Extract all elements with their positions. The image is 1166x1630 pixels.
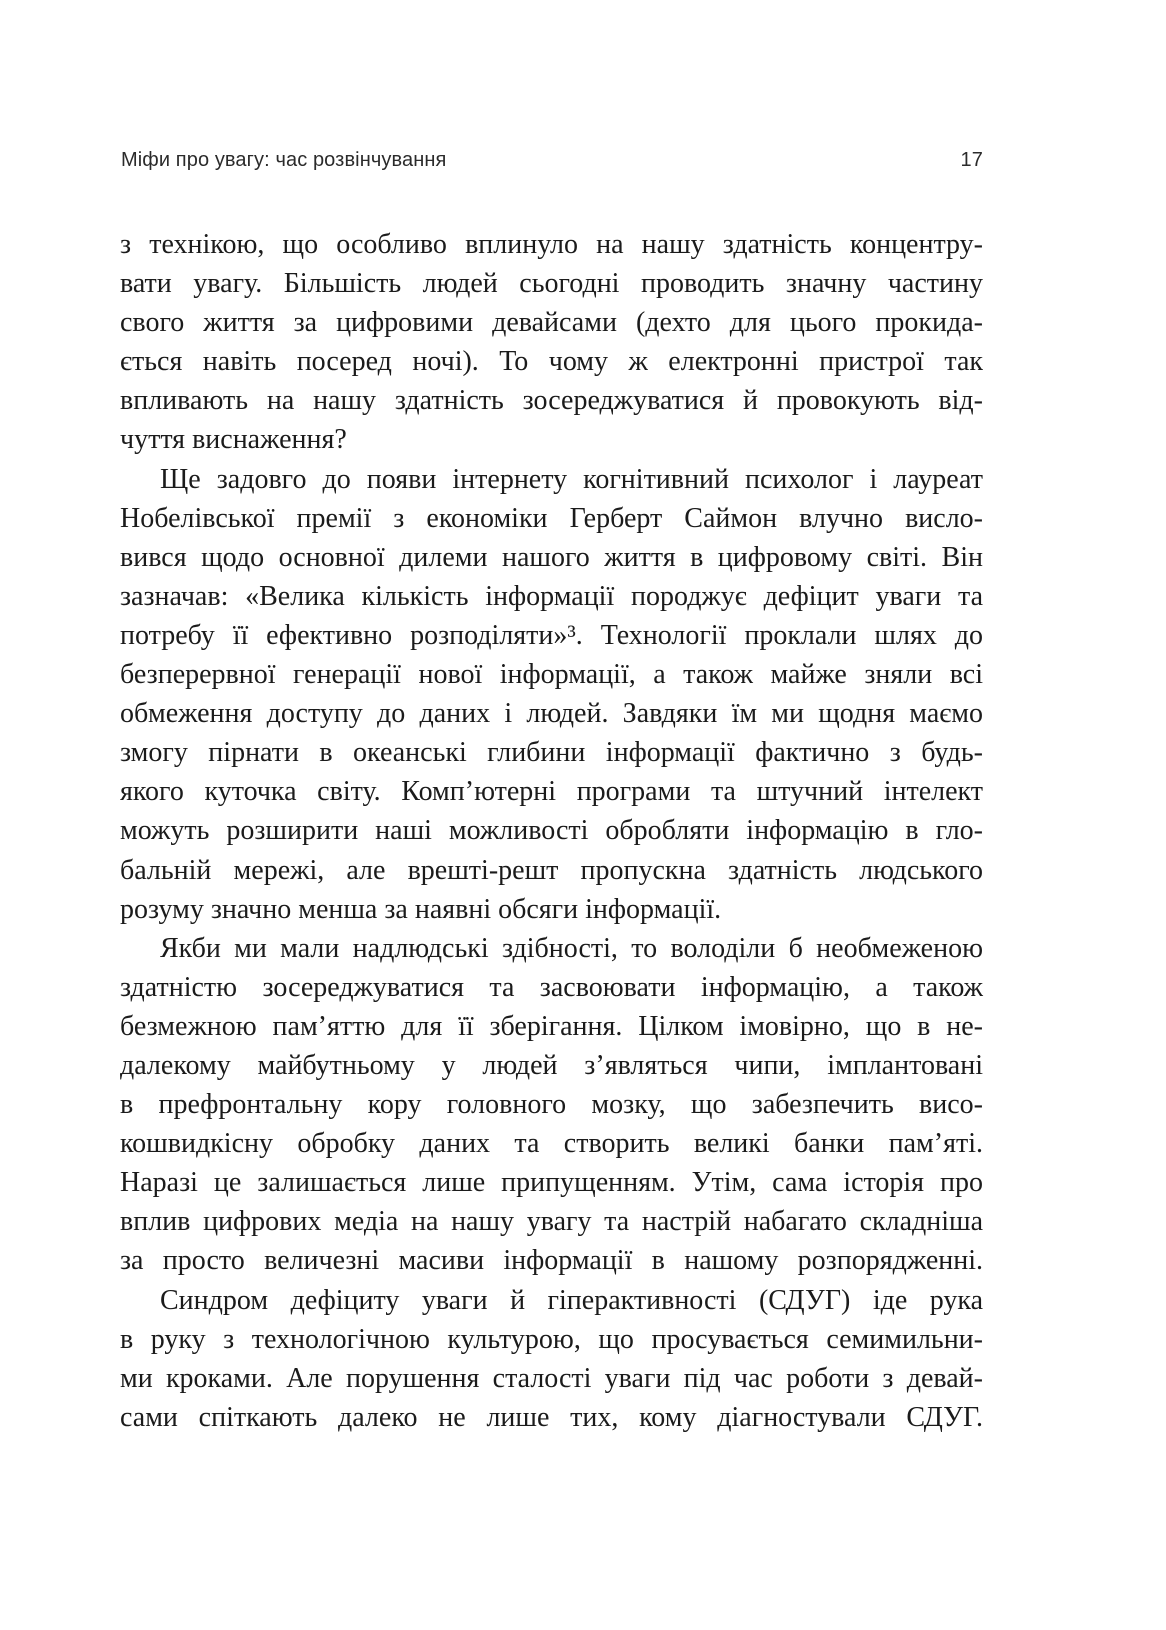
text-line: вився щодо основної дилеми нашого життя в цифровому світі. Він <box>120 541 983 573</box>
text-line: в префронтальну кору головного мозку, що забезпечить висо- <box>120 1089 983 1121</box>
running-head <box>121 148 983 172</box>
text-line: Якби ми мали надлюдські здібності, то володіли б необмеженою <box>160 932 983 964</box>
text-line: змогу пірнати в океанські глибини інформації фактично з будь- <box>120 737 983 769</box>
text-line: свого життя за цифровими девайсами (дехто для цього прокида- <box>120 307 983 339</box>
text-line: якого куточка світу. Комп’ютерні програми та штучний інтелект <box>120 776 983 808</box>
page-number: 17 <box>960 149 983 171</box>
text-line: за просто величезні масиви інформації в нашому розпорядженні. <box>120 1245 983 1277</box>
text-line: потребу її ефективно розподіляти»³. Технології проклали шлях до <box>120 619 983 651</box>
text-line: Наразі це залишається лише припущенням. Утім, сама історія про <box>120 1167 983 1199</box>
text-line: далекому майбутньому у людей з’являться чипи, імплантовані <box>120 1049 983 1081</box>
text-line: можуть розширити наші можливості обробляти інформацію в гло- <box>120 815 983 847</box>
text-line: бальній мережі, але врешті-решт пропускна здатність людського <box>120 854 983 886</box>
text-line: Нобелівської премії з економіки Герберт Саймон влучно висло- <box>120 502 983 534</box>
text-line: безмежною пам’яттю для її зберігання. Цілком імовірно, що в не- <box>120 1010 983 1042</box>
text-line: в руку з технологічною культурою, що просувається семимильни- <box>120 1323 983 1355</box>
text-line: обмеження доступу до даних і людей. Завдяки їм ми щодня маємо <box>120 698 983 730</box>
text-line: чуття виснаження? <box>120 424 347 456</box>
text-line: ми кроками. Але порушення сталості уваги під час роботи з девай- <box>120 1362 983 1394</box>
page-body <box>120 225 983 1437</box>
text-line: безперервної генерації нової інформації, а також майже зняли всі <box>120 659 983 691</box>
text-line: зазначав: «Велика кількість інформації породжує дефіцит уваги та <box>120 580 983 612</box>
text-line: розуму значно менша за наявні обсяги інформації. <box>120 893 722 925</box>
text-line: здатністю зосереджуватися та засвоювати інформацію, а також <box>120 971 983 1003</box>
text-line: ється навіть посеред ночі). То чому ж електронні пристрої так <box>120 346 983 378</box>
text-line: з технікою, що особливо вплинуло на нашу здатність концентру- <box>120 229 983 260</box>
text-line: сами спіткають далеко не лише тих, кому діагностували СДУГ. <box>120 1401 983 1433</box>
text-line: кошвидкісну обробку даних та створить великі банки пам’яті. <box>120 1128 983 1160</box>
text-line: впливають на нашу здатність зосереджуватися й провокують від- <box>120 385 983 417</box>
text-line: вати увагу. Більшість людей сьогодні проводить значну частину <box>120 268 983 300</box>
chapter-title: Міфи про увагу: час розвінчування <box>121 149 447 171</box>
text-line: Синдром дефіциту уваги й гіперактивності (СДУГ) іде рука <box>160 1284 983 1316</box>
text-line: Ще задовго до появи інтернету когнітивний психолог і лауреат <box>160 463 983 495</box>
text-line: вплив цифрових медіа на нашу увагу та настрій набагато складніша <box>120 1206 983 1238</box>
